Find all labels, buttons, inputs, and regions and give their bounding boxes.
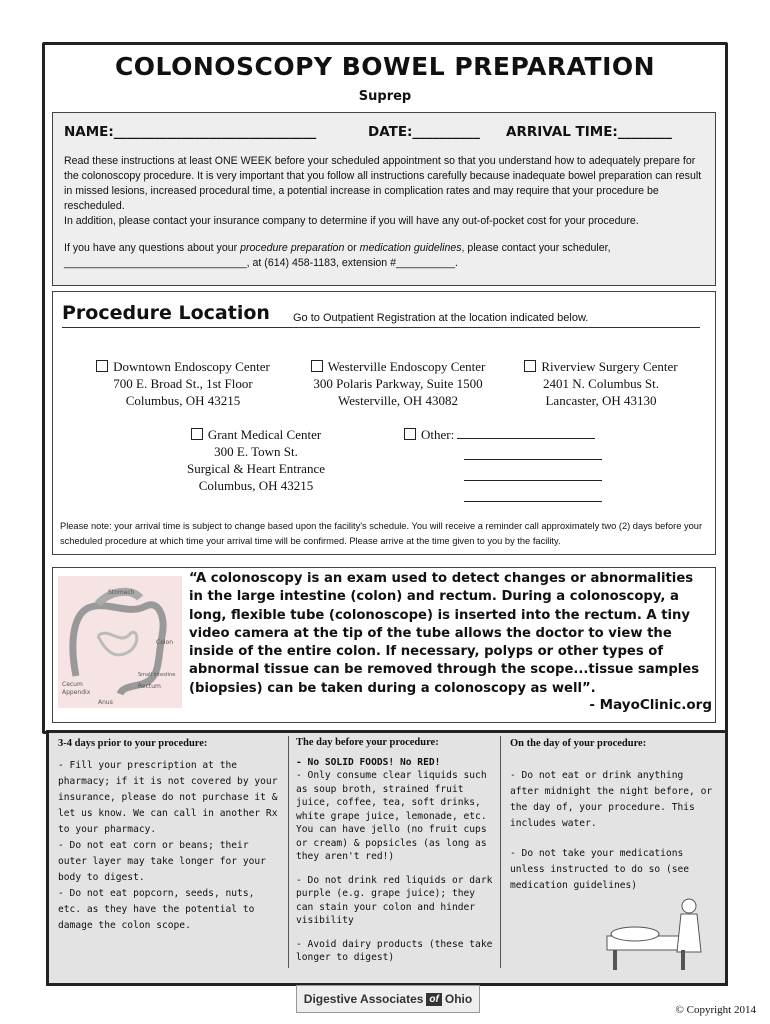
colon-label: Colon — [156, 639, 174, 646]
doctor-body — [677, 914, 701, 952]
other-line-2[interactable] — [464, 443, 602, 460]
col2-heading: The day before your procedure: — [296, 737, 439, 748]
date-field[interactable]: DATE:__________ — [368, 124, 480, 140]
copyright: © Copyright 2014 — [675, 1004, 756, 1016]
intro-paragraph: Read these instructions at least ONE WEEK before your scheduled appointment so that you understand how to adequately prepare for the colonoscopy procedure. It is very important that you follow all instructions carefully because inadequate bowel preparation can result in missed lesions, increased procedural time, a potential increase in complication rates and may require that your procedure be rescheduled. — [64, 155, 702, 212]
small-intestine-label: Small intestine — [138, 672, 176, 678]
insurance-paragraph: In addition, please contact your insurance company to determine if you will have any out-of-pocket cost for your procedure. — [64, 215, 639, 227]
site-grant: Grant Medical Center 300 E. Town St. Surgical & Heart Entrance Columbus, OH 43215 — [186, 427, 325, 493]
col3-heading: On the day of your procedure: — [510, 738, 647, 749]
downtown-checkbox[interactable] — [96, 360, 108, 372]
bed-leg — [681, 950, 685, 970]
other-line-3[interactable] — [464, 464, 602, 481]
bed-leg — [613, 950, 617, 970]
medication-guidelines-link: medication guidelines — [359, 242, 462, 254]
location-instruction: Go to Outpatient Registration at the location indicated below. — [293, 312, 589, 324]
column-divider — [288, 736, 289, 968]
schedule-col-day-of — [510, 736, 716, 894]
list-item: - Do not eat popcorn, seeds, nuts, etc. as they have the potential to damage the colon scope. — [58, 888, 255, 931]
rectum-label: Rectum — [138, 683, 161, 690]
site-westerville: Westerville Endoscopy Center 300 Polaris Parkway, Suite 1500 Westerville, OH 43082 — [298, 358, 498, 409]
doctor-head — [682, 899, 696, 913]
mayo-quote: “A colonoscopy is an exam used to detect changes or abnormalities in the large intestine (colon) and rectum. During a colonoscopy, a long, flexible tube (colonoscope) is inserted into the rectum. A tiny video camera at the tip of the tube allows the doctor to view the inside of the entire colon. If necessary, polyps or other types of abnormal tissue can be removed through the scope...tissue samples (biopsies) can be taken during a colonoscopy as well”. — [189, 571, 700, 696]
stomach-label: Stomach — [108, 589, 135, 596]
contact-paragraph: If you have any questions about your procedure preparation or medication guidelines, please contact your scheduler, _______________________________, at (614) 458-1183, extension #__________. — [64, 242, 611, 269]
scheduler-line: _______________________________, at (614) 458-1183, extension #__________. — [64, 257, 458, 269]
site-downtown: Downtown Endoscopy Center 700 E. Broad St., 1st Floor Columbus, OH 43215 — [88, 358, 278, 409]
arrival-note: Please note: your arrival time is subject to change based upon the facility's schedule. You will receive a reminder call approximately two (2) days before your scheduled procedure at which time your arrival time will be confirmed. Please arrive at the time given to you by the facility. — [60, 521, 703, 546]
site-other — [404, 426, 602, 506]
list-item: - Fill your prescription at the pharmacy; if it is not covered by your insurance, please do not purchase it & let us know. We can call in another Rx to your pharmacy. — [58, 760, 278, 835]
col1-heading: 3-4 days prior to your procedure: — [58, 738, 208, 749]
divider — [62, 327, 700, 328]
other-line-1[interactable] — [457, 438, 595, 439]
list-item: - Do not take your medications unless instructed to do so (see medication guidelines) — [510, 848, 690, 891]
patient-shape — [611, 927, 659, 941]
anus-label: Anus — [98, 699, 113, 706]
colon-diagram — [58, 576, 182, 708]
other-label: Other: — [421, 427, 455, 442]
arrival-time-field[interactable]: ARRIVAL TIME:________ — [506, 124, 672, 140]
list-item: - No SOLID FOODS! No RED! — [296, 756, 441, 768]
procedure-prep-link: procedure preparation — [240, 242, 345, 254]
quote-attribution: - MayoClinic.org — [589, 697, 712, 713]
riverview-checkbox[interactable] — [524, 360, 536, 372]
schedule-col-day-before — [296, 736, 494, 965]
list-item: - Do not drink red liquids or dark purple (e.g. grape juice); they can stain your colon and hinder visibility — [296, 874, 493, 926]
cecum-label: Cecum — [62, 681, 83, 688]
column-divider — [500, 736, 501, 968]
site-riverview: Riverview Surgery Center 2401 N. Columbus St. Lancaster, OH 43130 — [512, 358, 690, 409]
page-subtitle: Suprep — [358, 89, 412, 104]
digestive-associates-logo: Digestive Associates of Ohio — [296, 985, 480, 1013]
schedule-col-3-4-days — [58, 736, 280, 934]
location-box — [52, 291, 716, 555]
list-item: - Do not eat or drink anything after midnight the night before, or the day of, your procedure. This includes water. — [510, 770, 713, 829]
list-item: - Only consume clear liquids such as soup broth, strained fruit juice, coffee, tea, soft drinks, white grape juice, lemonade, etc. You can have jello (no fruit cups or cream) & popsicles (as long as they aren't red!) — [296, 770, 487, 862]
other-line-4[interactable] — [464, 485, 602, 502]
grant-checkbox[interactable] — [191, 428, 203, 440]
appendix-label: Appendix — [62, 689, 91, 696]
list-item: - Avoid dairy products (these take longer to digest) — [296, 938, 493, 963]
list-item: - Do not eat corn or beans; their outer layer may take longer for your body to digest. — [58, 840, 266, 883]
location-title: Procedure Location — [62, 302, 270, 324]
name-field[interactable]: NAME:______________________________ — [64, 124, 317, 140]
westerville-checkbox[interactable] — [311, 360, 323, 372]
other-checkbox[interactable] — [404, 428, 416, 440]
procedure-illustration — [601, 892, 713, 972]
page-title: COLONOSCOPY BOWEL PREPARATION — [114, 52, 656, 81]
